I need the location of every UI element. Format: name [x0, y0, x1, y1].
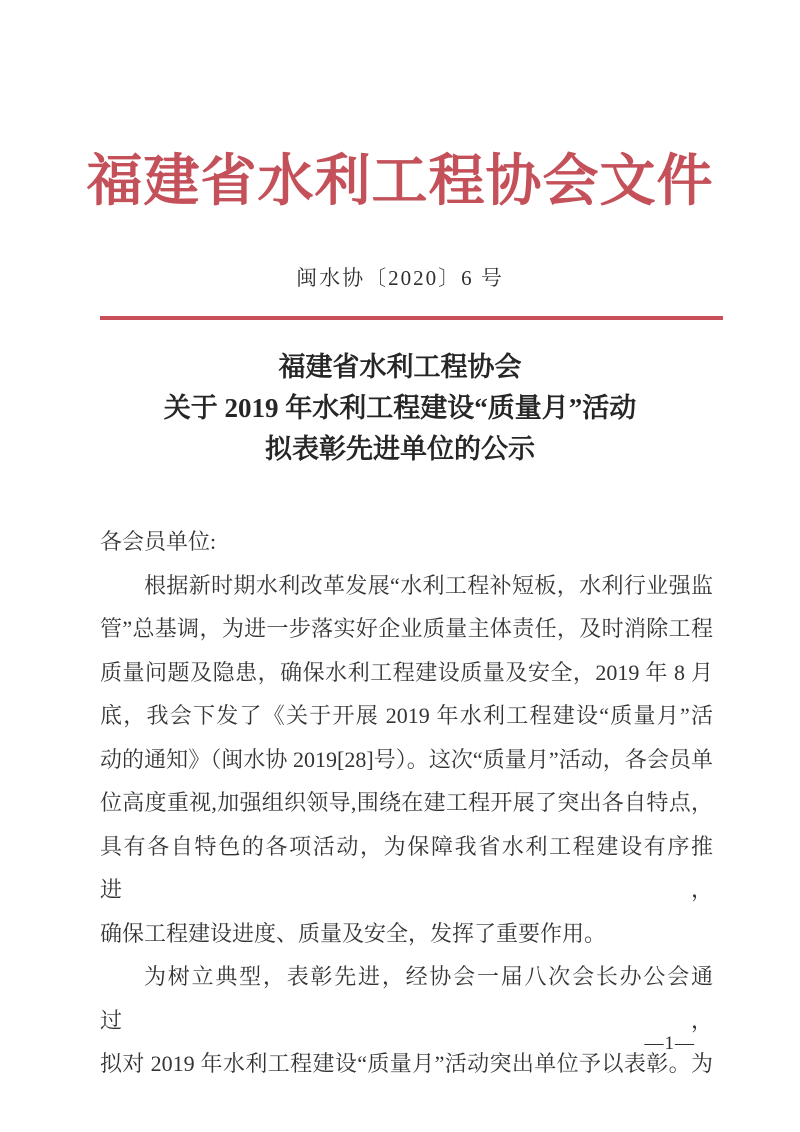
- document-body: [100, 520, 713, 1086]
- paragraph1-line-3: 质量问题及隐患，确保水利工程建设质量及安全，2019 年 8 月: [100, 659, 713, 685]
- paragraph2-line-2: 拟对 2019 年水利工程建设“质量月”活动突出单位予以表彰。为: [100, 1051, 713, 1076]
- paragraph1-line-1: 根据新时期水利改革发展“水利工程补短板，水利行业强监: [144, 572, 713, 598]
- red-header-title: 福建省水利工程协会文件: [86, 151, 714, 213]
- page-number: —1—: [644, 1033, 695, 1054]
- title-line-2: 关于 2019 年水利工程建设“质量月”活动: [163, 393, 637, 423]
- title-line-3: 拟表彰先进单位的公示: [265, 434, 535, 464]
- paragraph1-line-4: 底，我会下发了《关于开展 2019 年水利工程建设“质量月”活: [100, 703, 713, 728]
- salutation: 各会员单位:: [100, 529, 217, 554]
- paragraph1-line-7: 具有各自特色的各项活动，为保障我省水利工程建设有序推进，: [100, 833, 713, 902]
- red-divider-line: [100, 316, 723, 320]
- document-title: [0, 347, 800, 470]
- paragraph1-line-6: 位高度重视,加强组织领导,围绕在建工程开展了突出各自特点，: [100, 790, 713, 815]
- document-number: 闽水协〔2020〕6 号: [296, 266, 504, 290]
- paragraph1-line-2: 管”总基调，为进一步落实好企业质量主体责任，及时消除工程: [100, 616, 713, 641]
- paragraph2-line-1: 为树立典型，表彰先进，经协会一届八次会长办公会通过，: [100, 964, 713, 1033]
- paragraph1-line-8: 确保工程建设进度、质量及安全，发挥了重要作用。: [100, 920, 607, 946]
- paragraph1-line-5: 动的通知》（闽水协 2019[28]号）。这次“质量月”活动，各会员单: [100, 746, 713, 772]
- title-line-1: 福建省水利工程协会: [278, 352, 522, 382]
